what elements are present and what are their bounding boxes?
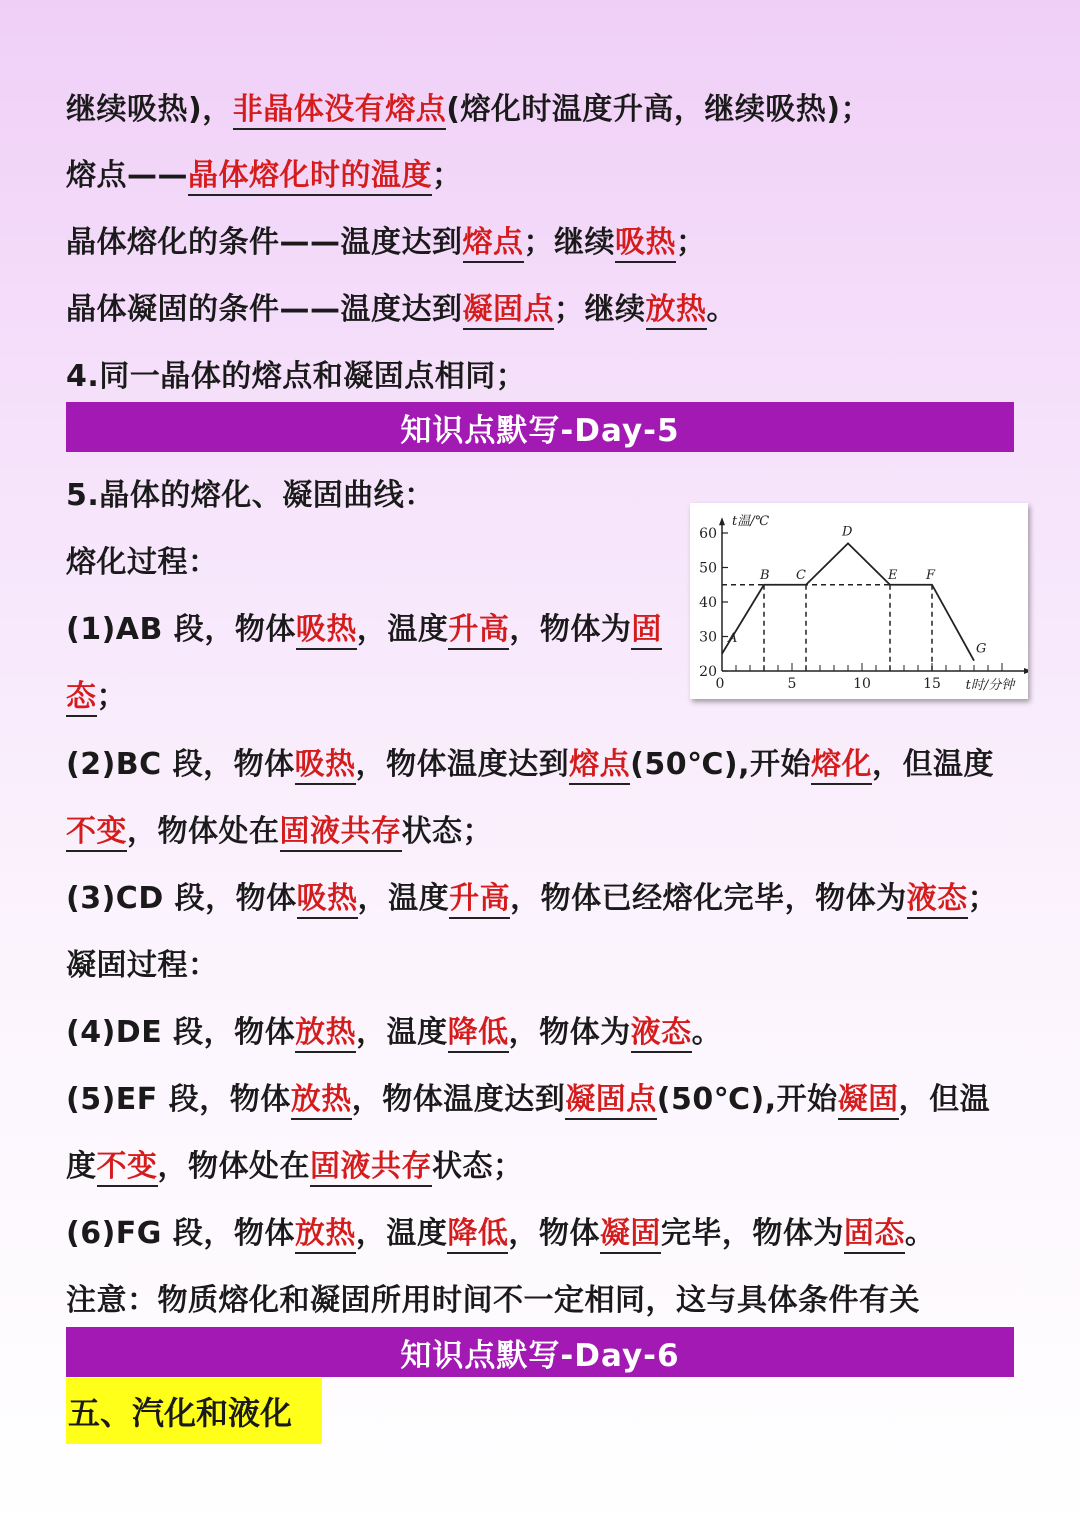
line-18: 注意：物质熔化和凝固所用时间不一定相同，这与具体条件有关 [66,1283,920,1318]
answer-blank: 放热 [646,292,707,330]
answer-blank: 凝固 [600,1216,661,1254]
line-3: 晶体熔化的条件——温度达到熔点；继续吸热； [66,223,707,263]
x-tick-label: 5 [787,676,797,692]
line-1: 继续吸热)，非晶体没有熔点(熔化时温度升高，继续吸热)； [66,90,871,130]
line-7: 熔化过程： [66,545,219,580]
answer-blank: 凝固点 [565,1082,657,1120]
answer-blank: 放热 [295,1015,356,1053]
answer-blank: 吸热 [295,747,356,785]
point-label-c: C [796,567,806,583]
line-2: 熔点——晶体熔化时的温度； [66,156,463,196]
x-axis-arrow [1024,668,1028,674]
y-tick-label: 30 [699,629,717,646]
answer-blank: 吸热 [296,612,357,650]
y-axis-label: t温/℃ [732,514,770,530]
y-tick-label: 60 [699,526,717,542]
line-15: (5)EF 段，物体放热，物体温度达到凝固点(50℃),开始凝固，但温 [66,1080,990,1120]
x-axis-label: t时/分钟 [965,678,1015,693]
x-tick-label: 10 [853,676,871,692]
y-tick-label: 40 [699,595,717,611]
section-heading: 五、汽化和液化 [66,1378,322,1444]
answer-blank: 凝固 [838,1082,899,1120]
line-6: 5.晶体的熔化、凝固曲线： [66,478,435,513]
line-12: (3)CD 段，物体吸热，温度升高，物体已经熔化完毕，物体为液态； [66,879,998,919]
point-label-b: B [760,567,770,583]
answer-blank: 吸热 [297,881,358,919]
melting-curve-svg [690,503,1028,699]
answer-blank: 熔点 [463,225,524,263]
answer-blank: 放热 [291,1082,352,1120]
line-8: (1)AB 段，物体吸热，温度升高，物体为固 [66,610,662,650]
answer-blank: 降低 [448,1015,509,1053]
answer-blank: 吸热 [615,225,676,263]
point-label-a: A [728,630,738,646]
line-5: 4.同一晶体的熔点和凝固点相同； [66,359,527,394]
y-tick-label: 50 [699,560,717,577]
answer-blank: 降低 [447,1216,508,1254]
line-17: (6)FG 段，物体放热，温度降低，物体凝固完毕，物体为固态。 [66,1214,935,1254]
x-tick-label: 0 [715,676,725,692]
banner-day-5: 知识点默写-Day-5 [66,402,1014,452]
answer-blank: 升高 [448,612,509,650]
melting-curve-chart [690,503,1028,699]
point-label-e: E [888,567,898,583]
series-line [722,543,974,660]
answer-blank: 晶体熔化时的温度 [188,158,432,196]
point-label-f: F [926,567,936,583]
answer-blank: 不变 [97,1149,158,1187]
answer-blank: 液态 [907,881,968,919]
line-11: 不变，物体处在固液共存状态； [66,812,493,852]
answer-blank: 固液共存 [310,1149,432,1187]
answer-blank: 不变 [66,814,127,852]
line-13: 凝固过程： [66,948,219,983]
answer-blank: 凝固点 [463,292,555,330]
answer-blank: 态 [66,679,97,717]
line-10: (2)BC 段，物体吸热，物体温度达到熔点(50℃),开始熔化，但温度 [66,745,994,785]
answer-blank: 固液共存 [280,814,402,852]
y-tick-label: 20 [699,664,717,680]
answer-blank: 升高 [449,881,510,919]
y-axis-arrow [719,517,725,525]
answer-blank: 放热 [295,1216,356,1254]
answer-blank: 液态 [631,1015,692,1053]
line-4: 晶体凝固的条件——温度达到凝固点；继续放热。 [66,290,737,330]
x-tick-label: 15 [923,676,941,692]
answer-blank: 熔点 [569,747,630,785]
banner-day-6: 知识点默写-Day-6 [66,1327,1014,1377]
answer-blank: 非晶体没有熔点 [233,92,447,130]
answer-blank: 固 [631,612,662,650]
line-14: (4)DE 段，物体放热，温度降低，物体为液态。 [66,1013,722,1053]
point-label-g: G [976,641,987,657]
point-label-d: D [842,524,853,540]
line-16: 度不变，物体处在固液共存状态； [66,1147,524,1187]
line-9: 态； [66,677,127,717]
answer-blank: 固态 [844,1216,905,1254]
answer-blank: 熔化 [811,747,872,785]
